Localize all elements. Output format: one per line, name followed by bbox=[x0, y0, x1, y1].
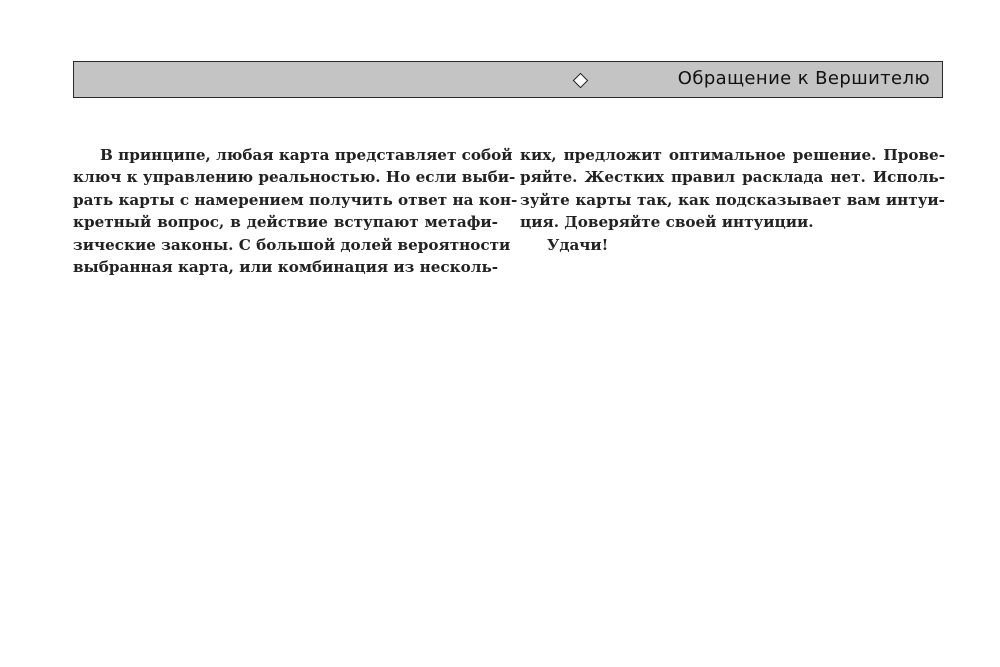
text-line: зические законы. С большой долей вероятности bbox=[73, 235, 511, 254]
closing-line: Удачи! bbox=[547, 235, 609, 254]
running-header bbox=[73, 61, 943, 98]
text-column-left bbox=[73, 144, 518, 278]
text-line: ких, предложит оптимальное решение. Прове- bbox=[520, 146, 945, 164]
text-line: ция. Доверяйте своей интуиции. bbox=[520, 213, 814, 232]
text-column-right bbox=[520, 144, 945, 256]
text-line: ключ к управлению реальностью. Но если выби- bbox=[73, 168, 516, 187]
text-line: рать карты с намерением получить ответ на кон- bbox=[73, 190, 518, 209]
diamond-ornament-icon bbox=[573, 73, 589, 89]
text-line: ряйте. Жестких правил расклада нет. Исполь- bbox=[520, 168, 945, 187]
text-line: выбранная карта, или комбинация из несколь- bbox=[73, 258, 499, 277]
text-line: зуйте карты так, как подсказывает вам интуи- bbox=[520, 190, 945, 209]
chapter-title: Обращение к Вершителю bbox=[677, 68, 930, 89]
text-line: кретный вопрос, в действие вступают метафи- bbox=[73, 213, 498, 232]
text-line: В принципе, любая карта представляет собой bbox=[100, 146, 513, 164]
